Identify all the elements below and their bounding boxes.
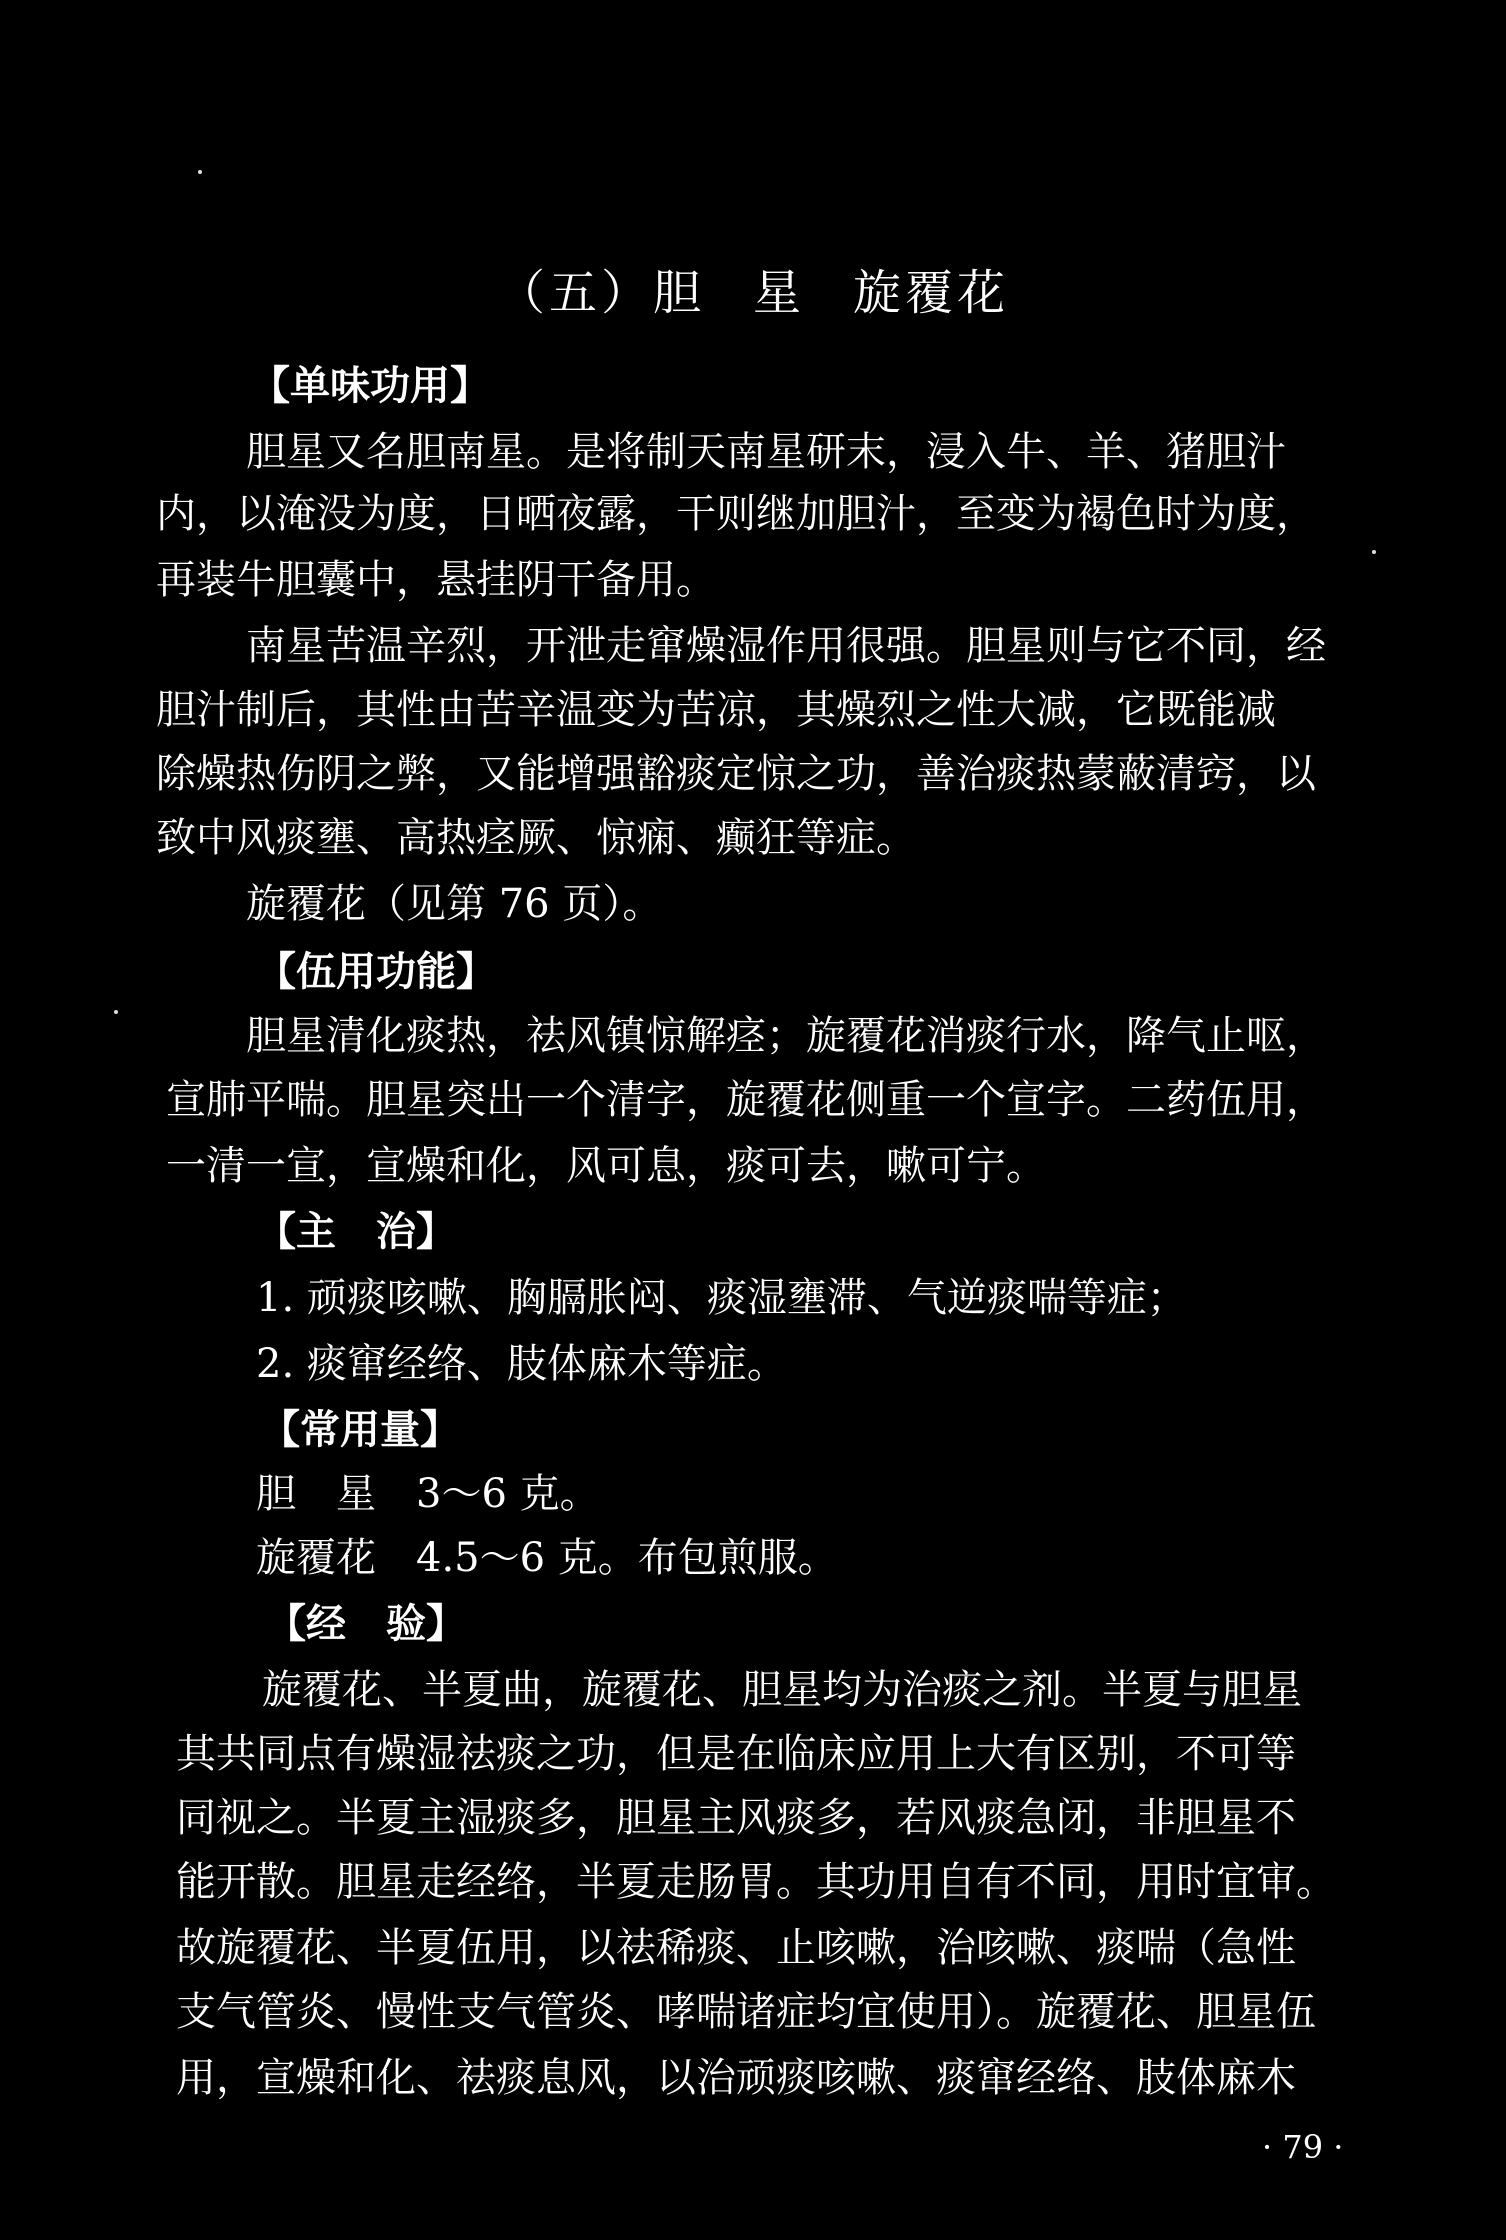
text-line: 胆星又名胆南星。是将制天南星研末，浸入牛、羊、猪胆汁 bbox=[246, 429, 1286, 475]
title-prefix: （五）胆 bbox=[496, 265, 705, 321]
text-line: 其共同点有燥湿祛痰之功，但是在临床应用上大有区别，不可等 bbox=[176, 1731, 1296, 1777]
section-heading-experience: 【经 验】 bbox=[266, 1601, 466, 1647]
text-line: 同视之。半夏主湿痰多，胆星主风痰多，若风痰急闭，非胆星不 bbox=[176, 1795, 1296, 1841]
text-line: 旋覆花（见第 76 页）。 bbox=[246, 881, 663, 927]
indication-item: 2. 痰窜经络、肢体麻木等症。 bbox=[256, 1341, 787, 1387]
section-heading-indications: 【主 治】 bbox=[256, 1209, 456, 1255]
text-line: 除燥热伤阴之弊，又能增强豁痰定惊之功，善治痰热蒙蔽清窍，以 bbox=[156, 751, 1316, 797]
page-number: · 79 · bbox=[1262, 2128, 1344, 2166]
text-line: 支气管炎、慢性支气管炎、哮喘诸症均宜使用）。旋覆花、胆星伍 bbox=[176, 1989, 1316, 2035]
section-heading-dosage: 【常用量】 bbox=[260, 1407, 460, 1453]
scan-speck bbox=[1372, 550, 1376, 554]
text-line: 内，以淹没为度，日晒夜露，干则继加胆汁，至变为褐色时为度， bbox=[156, 491, 1316, 537]
text-line: 宣肺平喘。胆星突出一个清字，旋覆花侧重一个宣字。二药伍用， bbox=[166, 1077, 1326, 1123]
text-line: 一清一宣，宣燥和化，风可息，痰可去，嗽可宁。 bbox=[166, 1143, 1046, 1189]
title-xuanfuhua: 旋覆花 bbox=[853, 265, 1010, 321]
text-line: 胆星清化痰热，祛风镇惊解痉；旋覆花消痰行水，降气止呕， bbox=[246, 1013, 1326, 1059]
text-line: 再装牛胆囊中，悬挂阴干备用。 bbox=[156, 557, 716, 603]
text-line: 用，宣燥和化、祛痰息风，以治顽痰咳嗽、痰窜经络、肢体麻木 bbox=[176, 2055, 1296, 2101]
section-heading-single-use: 【单味功用】 bbox=[250, 363, 490, 409]
text-line: 致中风痰壅、高热痉厥、惊痫、癫狂等症。 bbox=[156, 815, 916, 861]
page-title bbox=[0, 254, 1506, 323]
text-line: 旋覆花、半夏曲，旋覆花、胆星均为治痰之剂。半夏与胆星 bbox=[262, 1667, 1302, 1713]
scan-speck bbox=[198, 170, 202, 174]
title-char-xing: 星 bbox=[752, 265, 805, 321]
dosage-line: 旋覆花 4.5～6 克。布包煎服。 bbox=[256, 1535, 838, 1581]
text-line: 胆汁制后，其性由苦辛温变为苦凉，其燥烈之性大减，它既能减 bbox=[156, 687, 1276, 733]
indication-item: 1. 顽痰咳嗽、胸膈胀闷、痰湿壅滞、气逆痰喘等症； bbox=[256, 1275, 1187, 1321]
dosage-line: 胆 星 3～6 克。 bbox=[256, 1471, 600, 1517]
text-line: 南星苦温辛烈，开泄走窜燥湿作用很强。胆星则与它不同，经 bbox=[246, 623, 1326, 669]
text-line: 能开散。胆星走经络，半夏走肠胃。其功用自有不同，用时宜审。 bbox=[176, 1859, 1336, 1905]
section-heading-combined-function: 【伍用功能】 bbox=[256, 949, 496, 995]
text-line: 故旋覆花、半夏伍用，以祛稀痰、止咳嗽，治咳嗽、痰喘（急性 bbox=[176, 1925, 1296, 1971]
scan-speck bbox=[114, 1010, 118, 1014]
